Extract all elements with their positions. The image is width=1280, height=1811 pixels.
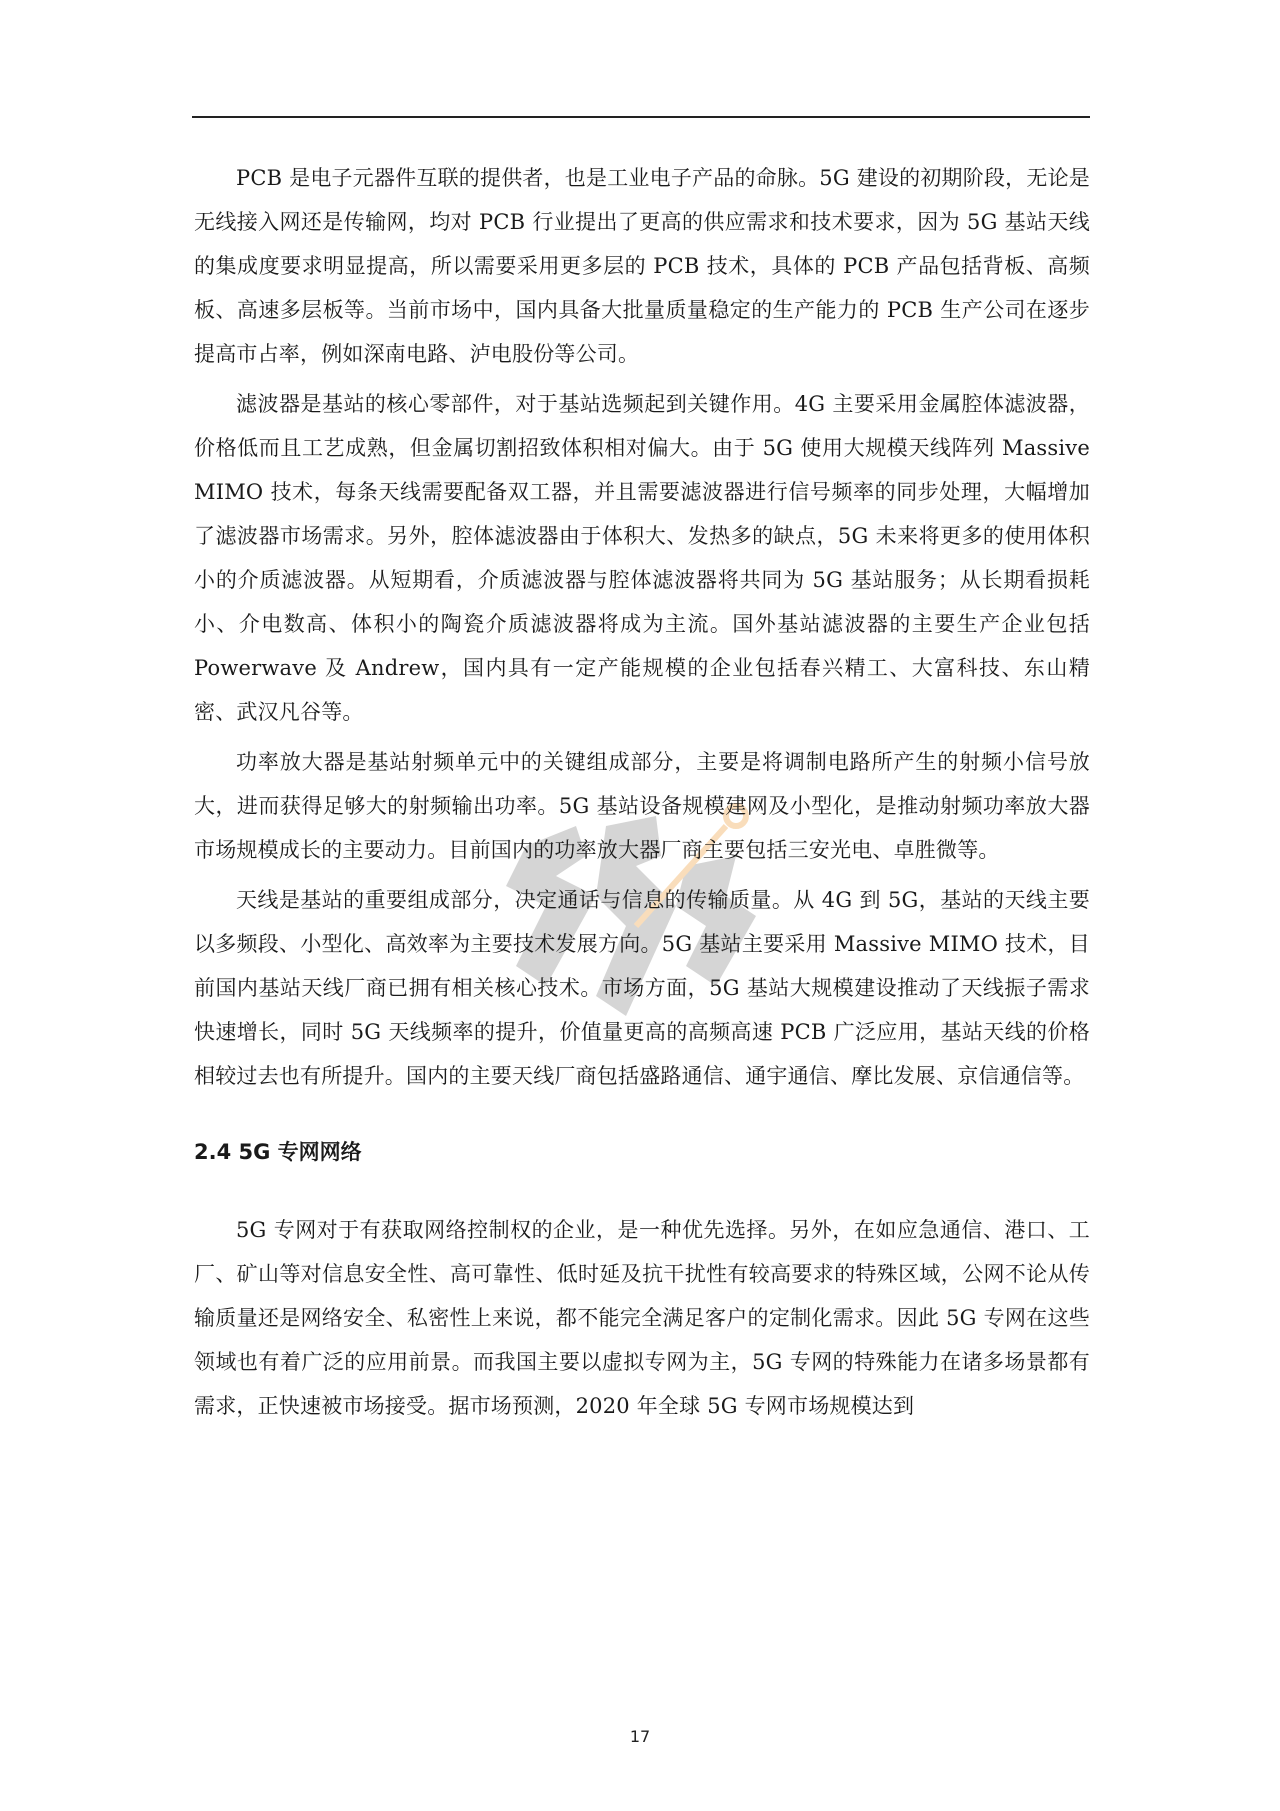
- paragraph-antenna: 天线是基站的重要组成部分，决定通话与信息的传输质量。从 4G 到 5G，基站的天线主要以多频段、小型化、高效率为主要技术发展方向。5G 基站主要采用 Massive MIMO 技术，目前国内基站天线厂商已拥有相关核心技术。市场方面，5G 基站大规模建设推动了天线振子需求快速增长，同时 5G 天线频率的提升，价值量更高的高频高速 PCB 广泛应用，基站天线的价格相较过去也有所提升。国内的主要天线厂商包括盛路通信、通宇通信、摩比发展、京信通信等。: [194, 888, 1090, 1088]
- paragraph-pcb: PCB 是电子元器件互联的提供者，也是工业电子产品的命脉。5G 建设的初期阶段，无论是无线接入网还是传输网，均对 PCB 行业提出了更高的供应需求和技术要求，因为 5G 基站天线的集成度要求明显提高，所以需要采用更多层的 PCB 技术，具体的 PCB 产品包括背板、高频板、高速多层板等。当前市场中，国内具备大批量质量稳定的生产能力的 PCB 生产公司在逐步提高市占率，例如深南电路、泸电股份等公司。: [194, 166, 1090, 366]
- section-heading: 2.4 5G 专网网络: [194, 1140, 362, 1164]
- paragraph-private-network: 5G 专网对于有获取网络控制权的企业，是一种优先选择。另外，在如应急通信、港口、工厂、矿山等对信息安全性、高可靠性、低时延及抗干扰性有较高要求的特殊区域，公网不论从传输质量还是网络安全、私密性上来说，都不能完全满足客户的定制化需求。因此 5G 专网在这些领域也有着广泛的应用前景。而我国主要以虚拟专网为主，5G 专网的特殊能力在诸多场景都有需求，正快速被市场接受。据市场预测，2020 年全球 5G 专网市场规模达到: [194, 1218, 1090, 1418]
- paragraph-filter: 滤波器是基站的核心零部件，对于基站选频起到关键作用。4G 主要采用金属腔体滤波器，价格低而且工艺成熟，但金属切割招致体积相对偏大。由于 5G 使用大规模天线阵列 Massive MIMO 技术，每条天线需要配备双工器，并且需要滤波器进行信号频率的同步处理，大幅增加了滤波器市场需求。另外，腔体滤波器由于体积大、发热多的缺点，5G 未来将更多的使用体积小的介质滤波器。从短期看，介质滤波器与腔体滤波器将共同为 5G 基站服务；从长期看损耗小、介电数高、体积小的陶瓷介质滤波器将成为主流。国外基站滤波器的主要生产企业包括 Powerwave 及 Andrew，国内具有一定产能规模的企业包括春兴精工、大富科技、东山精密、武汉凡谷等。: [194, 392, 1090, 724]
- paragraph-power-amplifier: 功率放大器是基站射频单元中的关键组成部分，主要是将调制电路所产生的射频小信号放大，进而获得足够大的射频输出功率。5G 基站设备规模建网及小型化，是推动射频功率放大器市场规模成长的主要动力。目前国内的功率放大器厂商主要包括三安光电、卓胜微等。: [194, 750, 1090, 862]
- page-number: 17: [629, 1727, 651, 1746]
- header-rule: [192, 116, 1090, 118]
- document-body: [194, 156, 1090, 1432]
